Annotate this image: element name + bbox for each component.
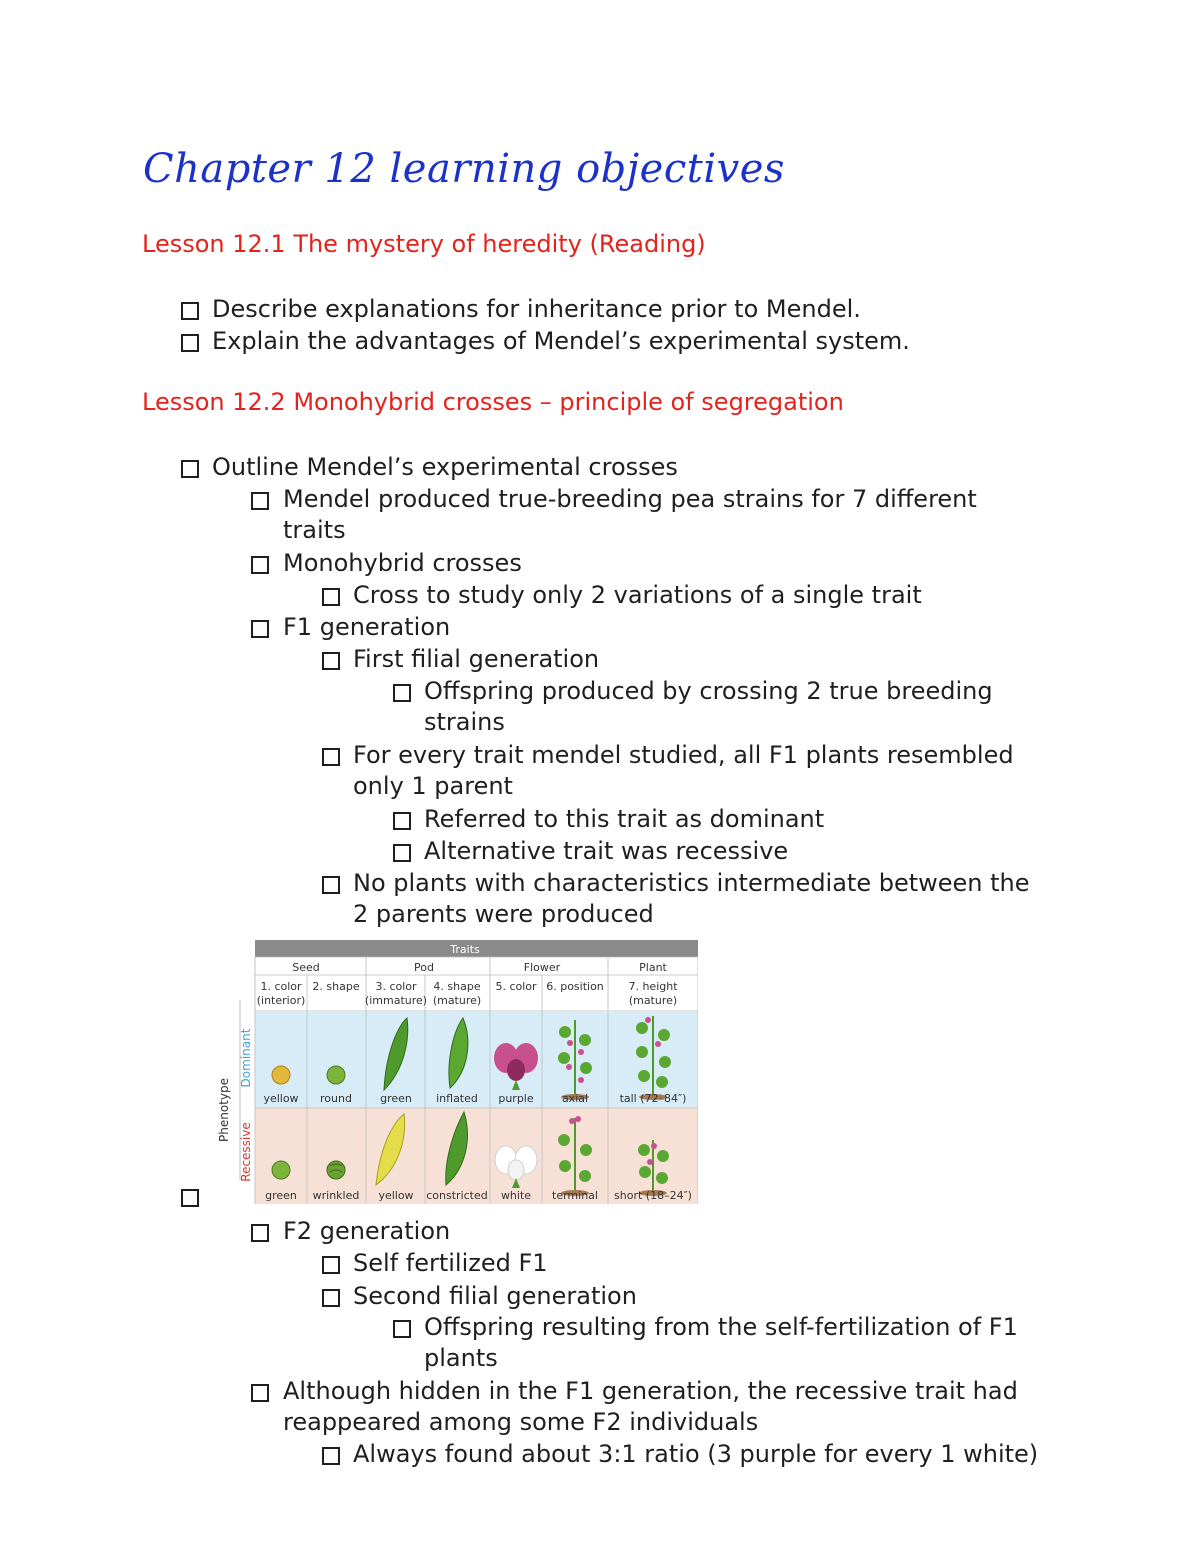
checklist-item: First filial generation xyxy=(0,644,1060,675)
checklist-item: Although hidden in the F1 generation, the recessive trait had reappeared among some F2 individuals xyxy=(0,1376,1060,1438)
col-subheader: (immature) xyxy=(364,994,428,1007)
recessive-label: Recessive xyxy=(239,1122,253,1182)
checkbox-icon[interactable] xyxy=(322,1256,340,1274)
checklist-item: No plants with characteristics intermediate between the 2 parents were produced xyxy=(0,868,1060,930)
checkbox-icon[interactable] xyxy=(393,684,411,702)
col-header: 3. color xyxy=(375,980,417,993)
yellow-seed-icon xyxy=(272,1066,290,1084)
checklist-item: F1 generation xyxy=(0,612,1060,643)
phenotype-label: Phenotype xyxy=(217,1078,231,1142)
checklist-item: Mendel produced true-breeding pea strains for 7 different traits xyxy=(0,484,1060,546)
checkbox-icon[interactable] xyxy=(251,1384,269,1402)
group-pod: Pod xyxy=(414,961,434,974)
col-header: 6. position xyxy=(546,980,604,993)
checklist-item: Monohybrid crosses xyxy=(0,548,1060,579)
checklist-item: Offspring produced by crossing 2 true breeding strains xyxy=(0,676,1060,738)
checklist-item: Describe explanations for inheritance prior to Mendel. xyxy=(0,294,1060,325)
checkbox-icon[interactable] xyxy=(181,334,199,352)
dominant-trait-label: tall (72–84″) xyxy=(619,1092,687,1105)
checklist-item: Outline Mendel’s experimental crosses xyxy=(0,452,1060,483)
checkbox-icon[interactable] xyxy=(322,1289,340,1307)
dominant-trait-label: green xyxy=(380,1092,412,1105)
page-title: Chapter 12 learning objectives xyxy=(143,146,785,192)
checklist-item: Second filial generation xyxy=(0,1281,1060,1312)
checkbox-icon[interactable] xyxy=(393,844,411,862)
dominant-trait-label: axial xyxy=(561,1092,589,1105)
col-header: 5. color xyxy=(495,980,537,993)
checkbox-icon[interactable] xyxy=(251,1224,269,1242)
recessive-trait-label: constricted xyxy=(426,1189,488,1202)
checkbox-icon[interactable] xyxy=(322,876,340,894)
checklist-item: Explain the advantages of Mendel’s experimental system. xyxy=(0,326,1060,357)
col-subheader: (interior) xyxy=(256,994,306,1007)
checklist-item: F2 generation xyxy=(0,1216,1060,1247)
checkbox-icon[interactable] xyxy=(322,1447,340,1465)
dominant-trait-label: purple xyxy=(498,1092,534,1105)
col-subheader: (mature) xyxy=(628,994,678,1007)
recessive-trait-label: terminal xyxy=(552,1189,598,1202)
checklist-item: Referred to this trait as dominant xyxy=(0,804,1060,835)
checkbox-icon[interactable] xyxy=(251,620,269,638)
checkbox-icon[interactable] xyxy=(251,492,269,510)
col-header: 2. shape xyxy=(312,980,360,993)
recessive-trait-label: green xyxy=(265,1189,297,1202)
lesson-12-1-heading: Lesson 12.1 The mystery of heredity (Reading) xyxy=(142,230,706,258)
recessive-trait-label: white xyxy=(500,1189,532,1202)
checklist-item: Cross to study only 2 variations of a single trait xyxy=(0,580,1060,611)
dominant-trait-label: round xyxy=(320,1092,352,1105)
checkbox-icon[interactable] xyxy=(181,460,199,478)
group-seed: Seed xyxy=(292,961,320,974)
checkbox-icon[interactable] xyxy=(181,302,199,320)
col-subheader: (mature) xyxy=(432,994,482,1007)
recessive-trait-label: yellow xyxy=(378,1189,414,1202)
checklist-item: Always found about 3:1 ratio (3 purple for every 1 white) xyxy=(0,1439,1060,1470)
checkbox-icon[interactable] xyxy=(322,652,340,670)
group-flower: Flower xyxy=(523,961,561,974)
checklist-item: For every trait mendel studied, all F1 plants resembled only 1 parent xyxy=(0,740,1060,802)
checkbox-icon[interactable] xyxy=(322,588,340,606)
mendel-traits-figure xyxy=(214,940,698,1204)
traits-header: Traits xyxy=(450,943,480,956)
checklist-item: Alternative trait was recessive xyxy=(0,836,1060,867)
dominant-label: Dominant xyxy=(239,1028,253,1088)
recessive-trait-label: wrinkled xyxy=(312,1189,360,1202)
col-header: 7. height xyxy=(628,980,678,993)
checkbox-icon[interactable] xyxy=(181,1189,199,1207)
checkbox-icon[interactable] xyxy=(322,748,340,766)
round-seed-icon xyxy=(327,1066,345,1084)
dominant-trait-label: inflated xyxy=(436,1092,478,1105)
checkbox-icon[interactable] xyxy=(251,556,269,574)
col-header: 1. color xyxy=(260,980,302,993)
checklist-item: Offspring resulting from the self-fertilization of F1 plants xyxy=(0,1312,1060,1374)
green-seed-icon xyxy=(272,1161,290,1179)
checkbox-icon[interactable] xyxy=(393,812,411,830)
checkbox-icon[interactable] xyxy=(393,1320,411,1338)
col-header: 4. shape xyxy=(433,980,481,993)
dominant-trait-label: yellow xyxy=(263,1092,299,1105)
group-plant: Plant xyxy=(639,961,667,974)
checklist-item: Self fertilized F1 xyxy=(0,1248,1060,1279)
recessive-trait-label: short (18–24″) xyxy=(614,1189,692,1202)
lesson-12-2-heading: Lesson 12.2 Monohybrid crosses – principle of segregation xyxy=(142,388,844,416)
